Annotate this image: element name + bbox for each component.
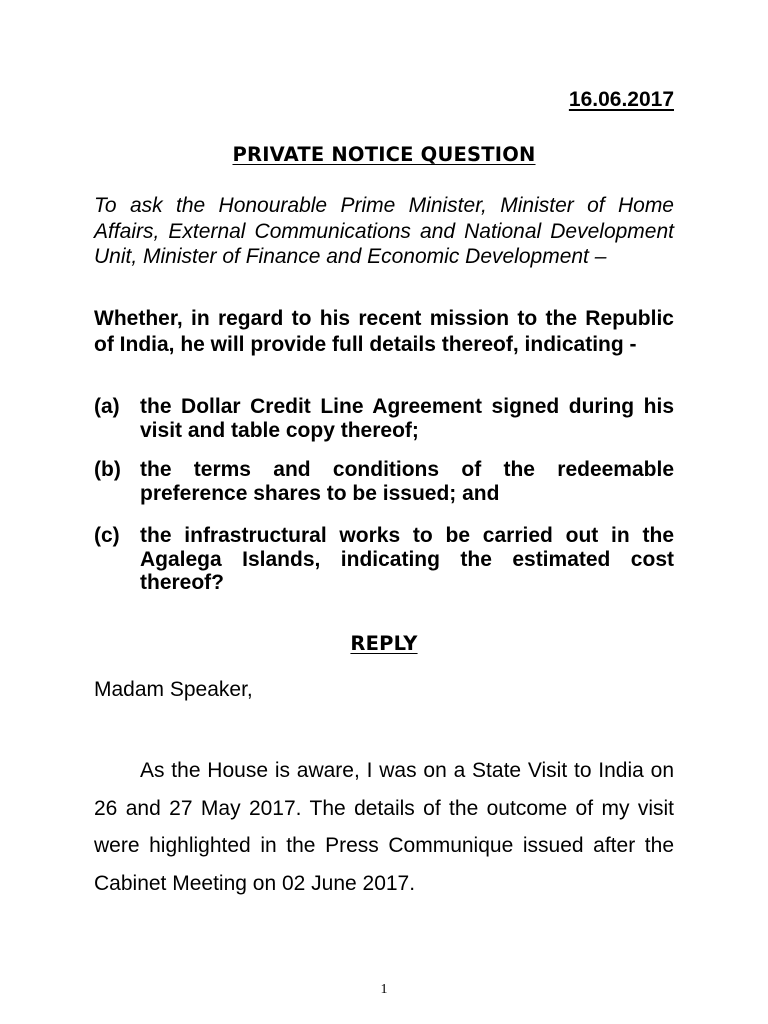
- question-item-c: [94, 524, 674, 595]
- item-marker: (b): [94, 458, 121, 481]
- question-item-a: [94, 395, 674, 442]
- reply-paragraph: As the House is aware, I was on a State Visit to India on 26 and 27 May 2017. The details of the outcome of my visit were highlighted in the Press Communique issued after the Cabinet Meeting on 02 June 2017.: [94, 759, 674, 895]
- question-addressee: To ask the Honourable Prime Minister, Minister of Home Affairs, External Communications and National Development Unit, Minister of Finance and Economic Development –: [94, 194, 674, 268]
- page-number: 1: [380, 982, 388, 997]
- item-marker: (a): [94, 395, 120, 418]
- salutation: Madam Speaker,: [94, 678, 253, 701]
- item-text: the infrastructural works to be carried out in the Agalega Islands, indicating the estimated cost thereof?: [140, 524, 674, 594]
- question-text: Whether, in regard to his recent mission to the Republic of India, he will provide full details thereof, indicating -: [94, 307, 674, 356]
- item-text: the Dollar Credit Line Agreement signed during his visit and table copy thereof;: [140, 395, 674, 442]
- document-date: 16.06.2017: [568, 88, 674, 111]
- item-marker: (c): [94, 524, 120, 547]
- item-text: the terms and conditions of the redeemable preference shares to be issued; and: [140, 458, 674, 505]
- question-item-b: [94, 458, 674, 505]
- page-title: PRIVATE NOTICE QUESTION: [232, 143, 536, 166]
- reply-heading: REPLY: [350, 632, 418, 655]
